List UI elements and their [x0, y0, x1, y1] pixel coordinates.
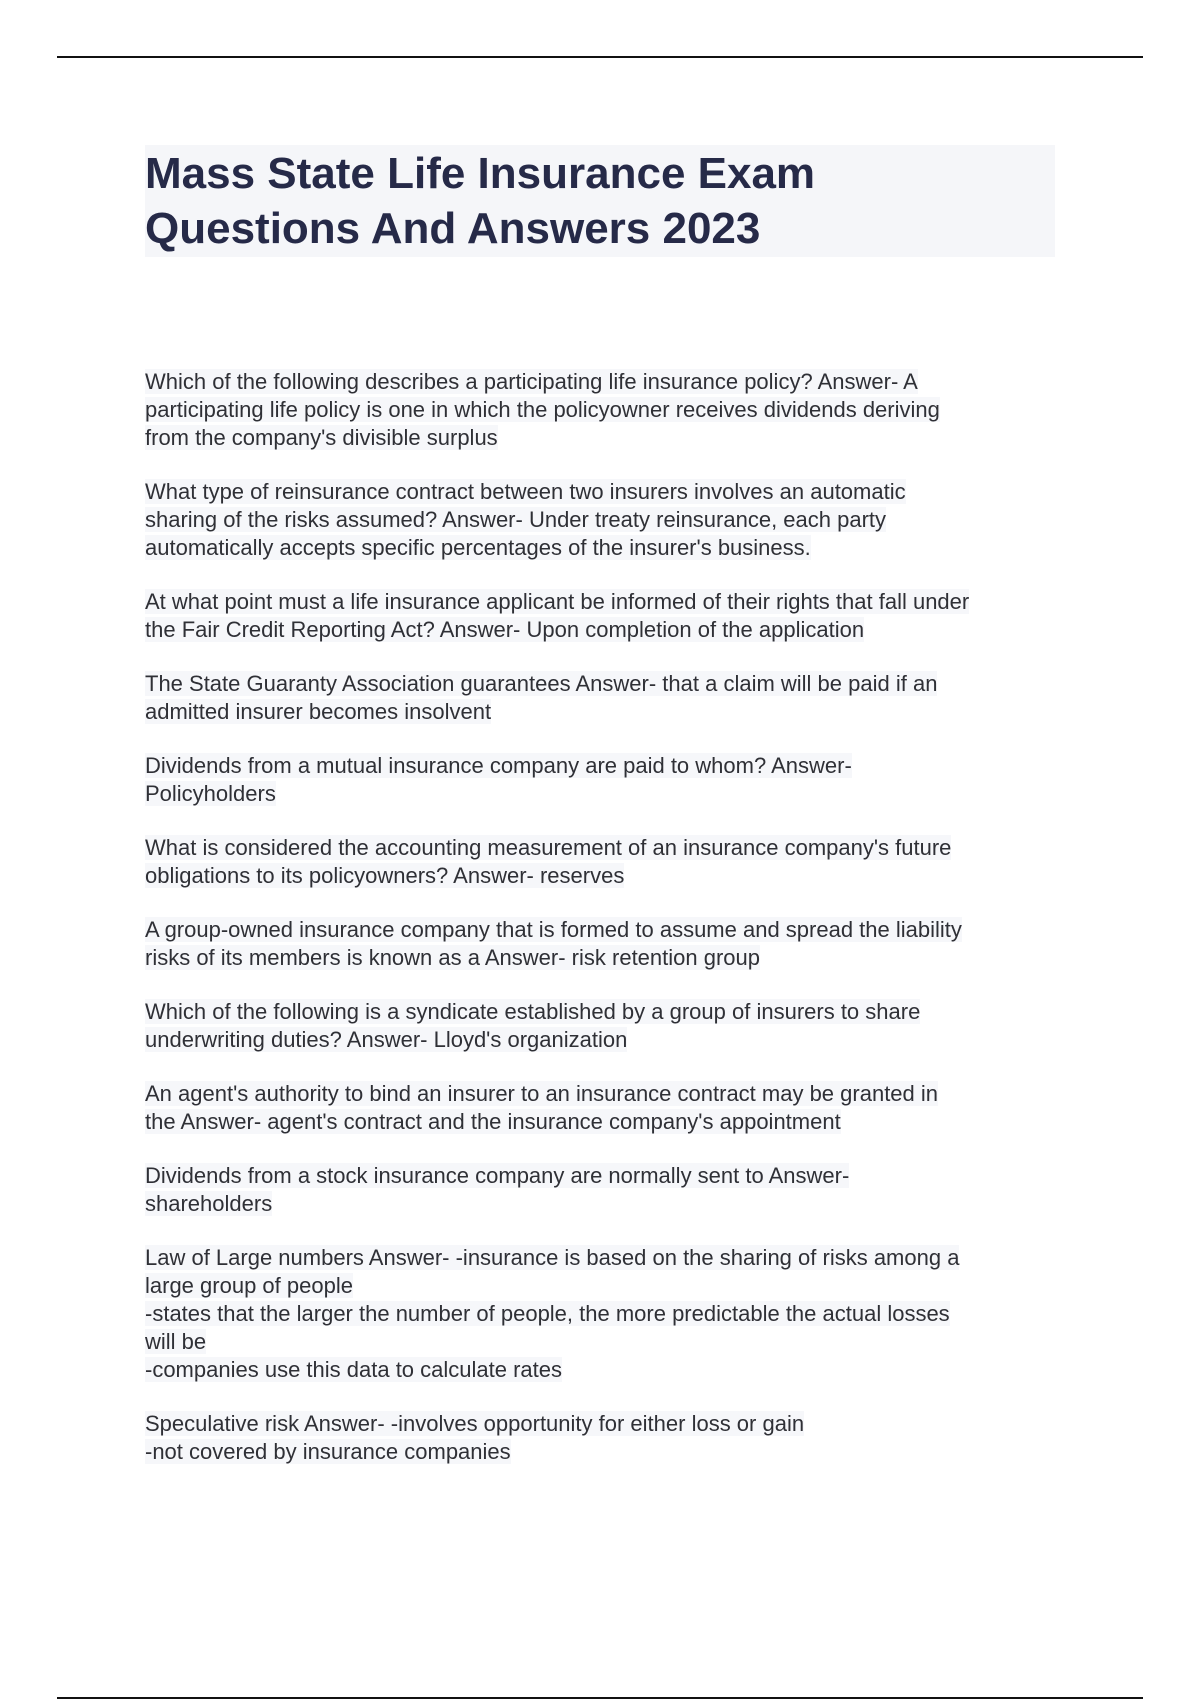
qa-line — [145, 396, 1075, 424]
qa-line-text: What type of reinsurance contract between two insurers involves an automatic — [145, 479, 906, 504]
qa-line — [145, 1080, 1075, 1108]
qa-line-text: from the company's divisible surplus — [145, 425, 498, 450]
qa-line-text: Policyholders — [145, 781, 276, 806]
qa-line-text: sharing of the risks assumed? Answer- Under treaty reinsurance, each party — [145, 507, 887, 532]
qa-line — [145, 862, 1075, 890]
qa-line-text: Which of the following describes a participating life insurance policy? Answer- A — [145, 369, 918, 394]
qa-line — [145, 1162, 1075, 1190]
qa-line-text: Speculative risk Answer- -involves opportunity for either loss or gain — [145, 1411, 805, 1436]
qa-line-text: will be — [145, 1329, 207, 1354]
qa-line — [145, 534, 1075, 562]
qa-line-text: The State Guaranty Association guarantees Answer- that a claim will be paid if an — [145, 671, 938, 696]
qa-line — [145, 752, 1075, 780]
qa-line-text: What is considered the accounting measurement of an insurance company's future — [145, 835, 952, 860]
qa-line — [145, 834, 1075, 862]
qa-line-text: Law of Large numbers Answer- -insurance is based on the sharing of risks among a — [145, 1245, 960, 1270]
qa-line — [145, 1300, 1075, 1328]
qa-line — [145, 1190, 1075, 1218]
title-line-2: Questions And Answers 2023 — [145, 204, 761, 253]
qa-item — [145, 916, 1075, 972]
qa-line — [145, 670, 1075, 698]
qa-line-text: shareholders — [145, 1191, 273, 1216]
qa-line — [145, 1328, 1075, 1356]
qa-line-text: At what point must a life insurance applicant be informed of their rights that fall under — [145, 589, 970, 614]
qa-line-text: Dividends from a mutual insurance company are paid to whom? Answer- — [145, 753, 852, 778]
qa-line — [145, 1410, 1075, 1438]
qa-item — [145, 1162, 1075, 1218]
qa-item — [145, 1410, 1075, 1466]
qa-line — [145, 616, 1075, 644]
qa-line — [145, 424, 1075, 452]
qa-item — [145, 368, 1075, 452]
qa-line — [145, 1438, 1075, 1466]
qa-line-text: admitted insurer becomes insolvent — [145, 699, 492, 724]
qa-item — [145, 588, 1075, 644]
qa-line — [145, 1356, 1075, 1384]
qa-line-text: -companies use this data to calculate rates — [145, 1357, 563, 1382]
qa-line — [145, 1272, 1075, 1300]
qa-line-text: -states that the larger the number of people, the more predictable the actual losses — [145, 1301, 950, 1326]
qa-line — [145, 588, 1075, 616]
qa-line — [145, 698, 1075, 726]
qa-line-text: An agent's authority to bind an insurer to an insurance contract may be granted in — [145, 1081, 939, 1106]
qa-item — [145, 1244, 1075, 1384]
qa-line-text: Dividends from a stock insurance company are normally sent to Answer- — [145, 1163, 850, 1188]
qa-line — [145, 368, 1075, 396]
qa-item — [145, 998, 1075, 1054]
top-divider — [57, 56, 1143, 58]
qa-line-text: obligations to its policyowners? Answer- reserves — [145, 863, 625, 888]
qa-line-text: participating life policy is one in which the policyowner receives dividends deriving — [145, 397, 940, 422]
qa-line-text: -not covered by insurance companies — [145, 1439, 511, 1464]
qa-line-text: risks of its members is known as a Answer- risk retention group — [145, 945, 761, 970]
qa-line — [145, 780, 1075, 808]
bottom-divider — [57, 1697, 1143, 1699]
qa-line — [145, 1026, 1075, 1054]
qa-line — [145, 916, 1075, 944]
qa-item — [145, 752, 1075, 808]
qa-list — [145, 368, 1075, 1492]
document-title — [145, 145, 1055, 257]
qa-line — [145, 998, 1075, 1026]
qa-line-text: the Answer- agent's contract and the insurance company's appointment — [145, 1109, 841, 1134]
qa-line-text: Which of the following is a syndicate established by a group of insurers to share — [145, 999, 921, 1024]
qa-line-text: the Fair Credit Reporting Act? Answer- Upon completion of the application — [145, 617, 865, 642]
qa-line — [145, 478, 1075, 506]
qa-line-text: large group of people — [145, 1273, 353, 1298]
qa-item — [145, 834, 1075, 890]
qa-line — [145, 506, 1075, 534]
qa-line-text: automatically accepts specific percentages of the insurer's business. — [145, 535, 811, 560]
qa-line — [145, 1108, 1075, 1136]
qa-line — [145, 1244, 1075, 1272]
qa-line-text: underwriting duties? Answer- Lloyd's organization — [145, 1027, 628, 1052]
qa-line-text: A group-owned insurance company that is formed to assume and spread the liability — [145, 917, 962, 942]
title-line-1: Mass State Life Insurance Exam — [145, 149, 816, 198]
qa-item — [145, 1080, 1075, 1136]
qa-line — [145, 944, 1075, 972]
qa-item — [145, 478, 1075, 562]
qa-item — [145, 670, 1075, 726]
